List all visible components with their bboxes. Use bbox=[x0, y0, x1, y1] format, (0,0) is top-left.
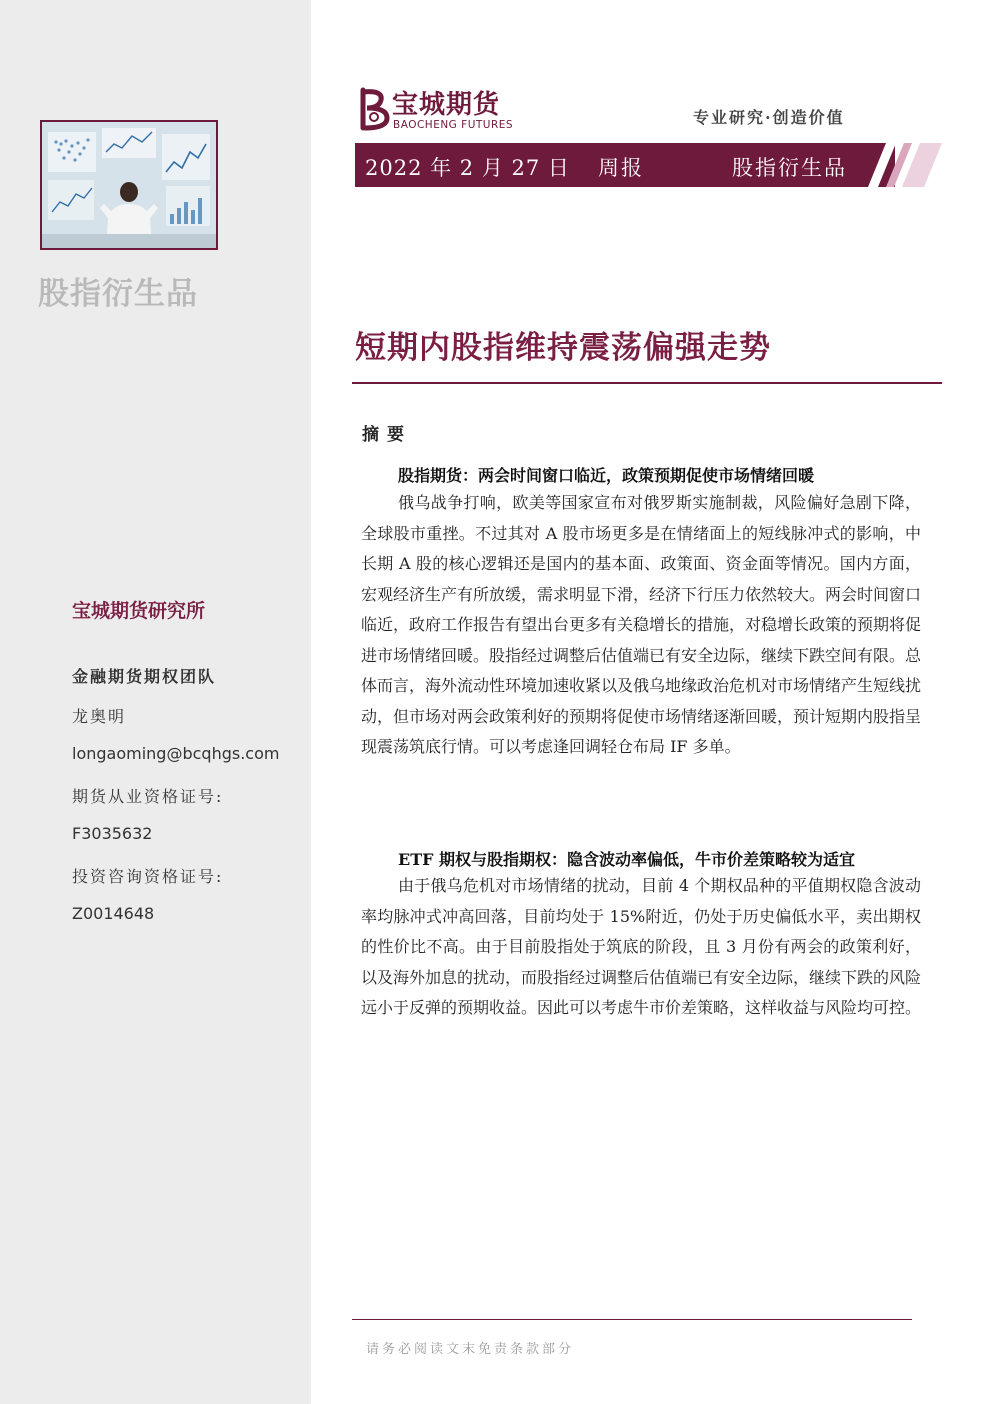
report-type: 周报 bbox=[598, 156, 644, 180]
futures-cert-number: F3035632 bbox=[72, 824, 153, 843]
section-title-futures: 股指期货：两会时间窗口临近，政策预期促使市场情绪回暖 bbox=[398, 466, 815, 485]
invest-cert-number: Z0014648 bbox=[72, 904, 155, 923]
disclaimer-note: 请务必阅读文末免责条款部分 bbox=[366, 1342, 575, 1357]
report-date: 2022 年 2 月 27 日 bbox=[365, 156, 570, 180]
invest-cert-label: 投资咨询资格证号: bbox=[72, 867, 224, 886]
analyst-email[interactable]: longaoming@bcqhgs.com bbox=[72, 744, 280, 763]
businessman-screens-illustration bbox=[42, 122, 216, 248]
futures-cert-label: 期货从业资格证号: bbox=[72, 787, 224, 806]
institute-name: 宝城期货研究所 bbox=[72, 600, 206, 622]
section-body-options: 由于俄乌危机对市场情绪的扰动，目前 4 个期权品种的平值期权隐含波动率均脉冲式冲高回落，目前均处于 15%附近，仍处于历史偏低水平，卖出期权的性价比不高。由于目前股指处于筑底的阶段，且 3 月份有两会的政策利好，以及海外加息的扰动，而股指经过调整后估值端已有安全边际，继续下跌的风险远小于反弹的预期收益。因此可以考虑牛市价差策略，这样收益与风险均可控。 bbox=[361, 876, 922, 1017]
headline-rule bbox=[352, 382, 942, 384]
slogan: 专业研究·创造价值 bbox=[693, 108, 845, 127]
abstract-title: 摘要 bbox=[362, 425, 412, 445]
banner-stripes-decoration bbox=[850, 143, 942, 187]
team-name: 金融期货期权团队 bbox=[72, 667, 217, 686]
report-category: 股指衍生品 bbox=[732, 156, 847, 180]
headline: 短期内股指维持震荡偏强走势 bbox=[355, 330, 771, 366]
analyst-name: 龙奥明 bbox=[72, 707, 127, 726]
sidebar bbox=[0, 0, 311, 1404]
sidebar-category: 股指衍生品 bbox=[38, 276, 198, 312]
footer-rule bbox=[352, 1319, 912, 1320]
cover-image bbox=[40, 120, 218, 250]
logo-text-cn: 宝城期货 bbox=[392, 90, 501, 120]
logo-text-en: BAOCHENG FUTURES bbox=[393, 119, 514, 131]
section-title-options: ETF 期权与股指期权：隐含波动率偏低，牛市价差策略较为适宜 bbox=[398, 850, 856, 869]
section-body-futures: 俄乌战争打响，欧美等国家宣布对俄罗斯实施制裁，风险偏好急剧下降，全球股市重挫。不过其对 A 股市场更多是在情绪面上的短线脉冲式的影响，中长期 A 股的核心逻辑还是国内的基本面、政策面、资金面等情况。国内方面，宏观经济生产有所放缓，需求明显下滑，经济下行压力依然较大。两会时间窗口临近，政府工作报告有望出台更多有关稳增长的措施，对稳增长政策的预期将促进市场情绪回暖。股指经过调整后估值端已有安全边际，继续下跌空间有限。总体而言，海外流动性环境加速收紧以及俄乌地缘政治危机对市场情绪产生短线扰动，但市场对两会政策利好的预期将促使市场情绪逐渐回暖，预计短期内股指呈现震荡筑底行情。可以考虑逢回调轻仓布局 IF 多单。 bbox=[361, 493, 922, 756]
baocheng-logo-icon bbox=[357, 86, 391, 132]
